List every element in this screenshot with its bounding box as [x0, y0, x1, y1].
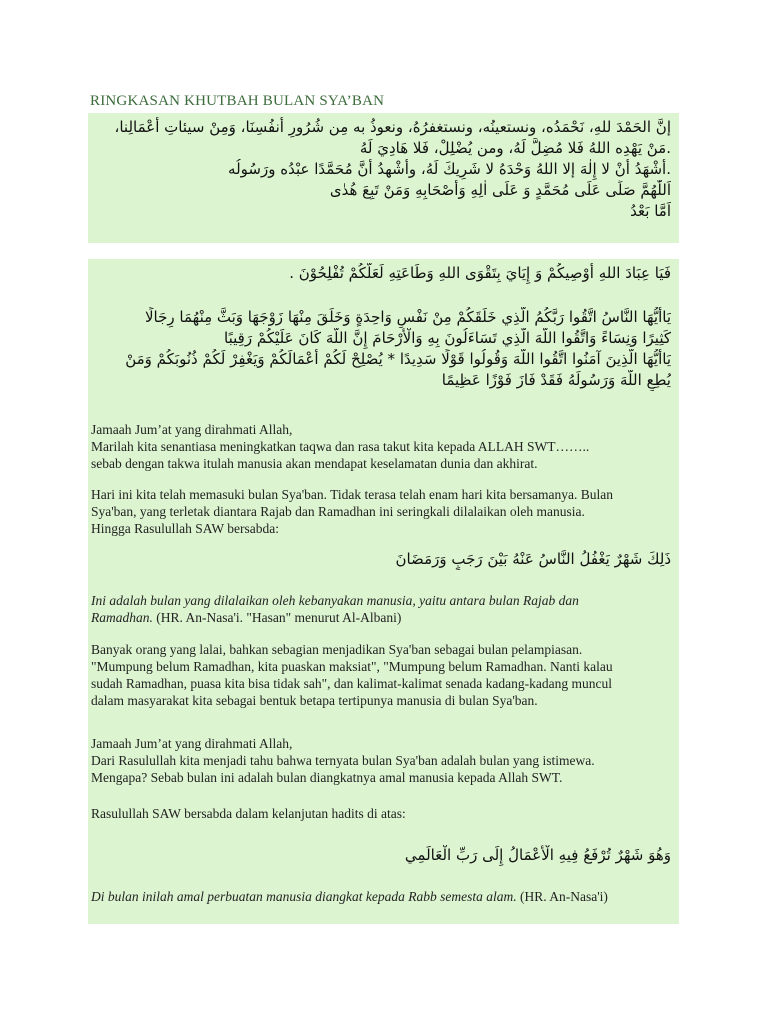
- opening-line: .مَنْ يَهْدِه اللهُ فَلا مُضِلَّ لَهُ، ومن يُضْلِلْ، فَلا هَادِيَ لَهُ: [359, 139, 671, 157]
- document-title: RINGKASAN KHUTBAH BULAN SYA’BAN: [90, 93, 385, 109]
- paragraph-4: [88, 735, 679, 786]
- paragraph-5: [88, 805, 679, 822]
- hadith-2-arabic-block: [88, 843, 679, 866]
- ayat-line: يَاأَيُّهَا الَّذِينَ آمَنُوا اتَّقُوا اللَّهَ وَقُولُوا قَوْلًا سَدِيدًا * يُصْلِحْ لَكُمْ أَعْمَالَكُمْ وَيَغْفِرْ لَكُمْ ذُنُوبَكُمْ وَمَنْ: [125, 350, 671, 368]
- text-line: [91, 888, 676, 905]
- text-line: dalam masyarakat kita sebagai bentuk betapa tertipunya manusia di bulan Sya'ban.: [91, 693, 538, 708]
- hadith-1-translation: [88, 592, 679, 626]
- translation-italic: Di bulan inilah amal perbuatan manusia diangkat kepada Rabb semesta alam.: [91, 889, 517, 904]
- hadith-2-translation: [88, 888, 679, 905]
- text-line: Banyak orang yang lalai, bahkan sebagian menjadikan Sya'ban sebagai bulan pelampiasan.: [91, 642, 583, 657]
- wasiat-text: فَيَا عِبَادَ اللهِ أُوْصِيكُمْ وَ إِيَايَ بِتَقْوَى اللهِ وَطَاعَتِهِ لَعَلَّكُمْ تُفْلِحُوْنَ .: [289, 264, 671, 282]
- paragraph-1: [88, 421, 679, 472]
- text-line: Jamaah Jum’at yang dirahmati Allah,: [91, 422, 293, 437]
- text-line: Dari Rasulullah kita menjadi tahu bahwa ternyata bulan Sya'ban adalah bulan yang istimewa.: [91, 753, 595, 768]
- text-line: sebab dengan takwa itulah manusia akan mendapat keselamatan dunia dan akhirat.: [91, 456, 538, 471]
- text-line: "Mumpung belum Ramadhan, kita puaskan maksiat", "Mumpung belum Ramadhan. Nanti kalau: [91, 659, 613, 674]
- hadith-1-arabic: ذَلِكَ شَهْرٌ يَغْفُلُ النَّاسُ عَنْهُ بَيْنَ رَجَبٍ وَرَمَضَانَ: [395, 550, 671, 568]
- text-line: Hari ini kita telah memasuki bulan Sya'ban. Tidak terasa telah enam hari kita bersamanya. Bulan: [91, 487, 614, 502]
- text-line: [91, 609, 676, 626]
- paragraph-2: [88, 486, 679, 537]
- opening-line: إنَّ الحَمْدَ للهِ، نَحْمَدُه، ونستعينُه، ونستغفرُهُ، ونعوذُ به مِن شُرُورِ أنفُسِنَا، وَمِنْ سيئاتِ أعْمَالِنا،: [114, 118, 671, 136]
- hadith-source: (HR. An-Nasa'i. "Hasan" menurut Al-Albani): [152, 610, 402, 625]
- wasiat-block: [88, 261, 679, 284]
- paragraph-3: [88, 641, 679, 709]
- hadith-source: (HR. An-Nasa'i): [516, 889, 608, 904]
- ayat-line: كَثِيرًا وَنِسَاءً وَاتَّقُوا اللَّهَ الَّذِي تَسَاءَلُونَ بِهِ وَالْأَرْحَامَ إِنَّ اللَّهَ كَانَ عَلَيْكُمْ رَقِيبًا: [224, 329, 671, 347]
- text-line: Sya'ban, yang terletak diantara Rajab dan Ramadhan ini seringkali dilalaikan oleh manusia.: [91, 504, 585, 519]
- opening-box: [88, 113, 679, 243]
- text-line: Jamaah Jum’at yang dirahmati Allah,: [91, 736, 293, 751]
- content-box: [88, 259, 679, 924]
- opening-arabic: [88, 113, 679, 222]
- ayat-line: يُطِعِ اللَّهَ وَرَسُولَهُ فَقَدْ فَازَ فَوْزًا عَظِيمًا: [441, 371, 671, 389]
- ayat-line: يَاأَيُّهَا النَّاسُ اتَّقُوا رَبَّكُمُ الَّذِي خَلَقَكُمْ مِنْ نَفْسٍ وَاحِدَةٍ وَخَلَقَ مِنْهَا زَوْجَهَا وَبَثَّ مِنْهُمَا رِجَالًا: [145, 308, 671, 326]
- opening-line: اَمَّا بَعْدُ: [630, 202, 671, 220]
- text-line: sudah Ramadhan, puasa kita bisa tidak sah", dan kalimat-kalimat senada kadang-kadang muncul: [91, 676, 612, 691]
- text-line: Mengapa? Sebab bulan ini adalah bulan diangkatnya amal manusia kepada Allah SWT.: [91, 770, 563, 785]
- opening-line: اَللّٰهُمَّ صَلِّى عَلَى مُحَمَّدٍ وَ عَلَى اٰلِهِ وَأَصْحَابِهِ وَمَنْ تَبِعَ هُدٰى: [329, 181, 671, 199]
- translation-italic: Ramadhan.: [91, 610, 153, 625]
- text-line: Rasulullah SAW bersabda dalam kelanjutan hadits di atas:: [91, 806, 406, 821]
- text-line: Marilah kita senantiasa meningkatkan taqwa dan rasa takut kita kepada ALLAH SWT……..: [91, 439, 590, 454]
- hadith-2-arabic: وَهُوَ شَهْرٌ تُرْفَعُ فِيهِ الْأَعْمَالُ إِلَى رَبِّ الْعَالَمِي: [404, 846, 671, 864]
- text-line: Ini adalah bulan yang dilalaikan oleh kebanyakan manusia, yaitu antara bulan Rajab dan: [91, 593, 579, 608]
- opening-line: .أَشْهَدُ أَنْ لا إِلٰهَ إلا اللهُ وَحْدَهُ لا شَرِيكَ لَهُ، وأَشْهدُ أنَّ مُحَمَّدًا عبْدُه ورَسُولُه: [228, 160, 671, 178]
- hadith-1-arabic-block: [88, 547, 679, 570]
- ayat-block: [88, 305, 679, 391]
- text-line: Hingga Rasulullah SAW bersabda:: [91, 521, 280, 536]
